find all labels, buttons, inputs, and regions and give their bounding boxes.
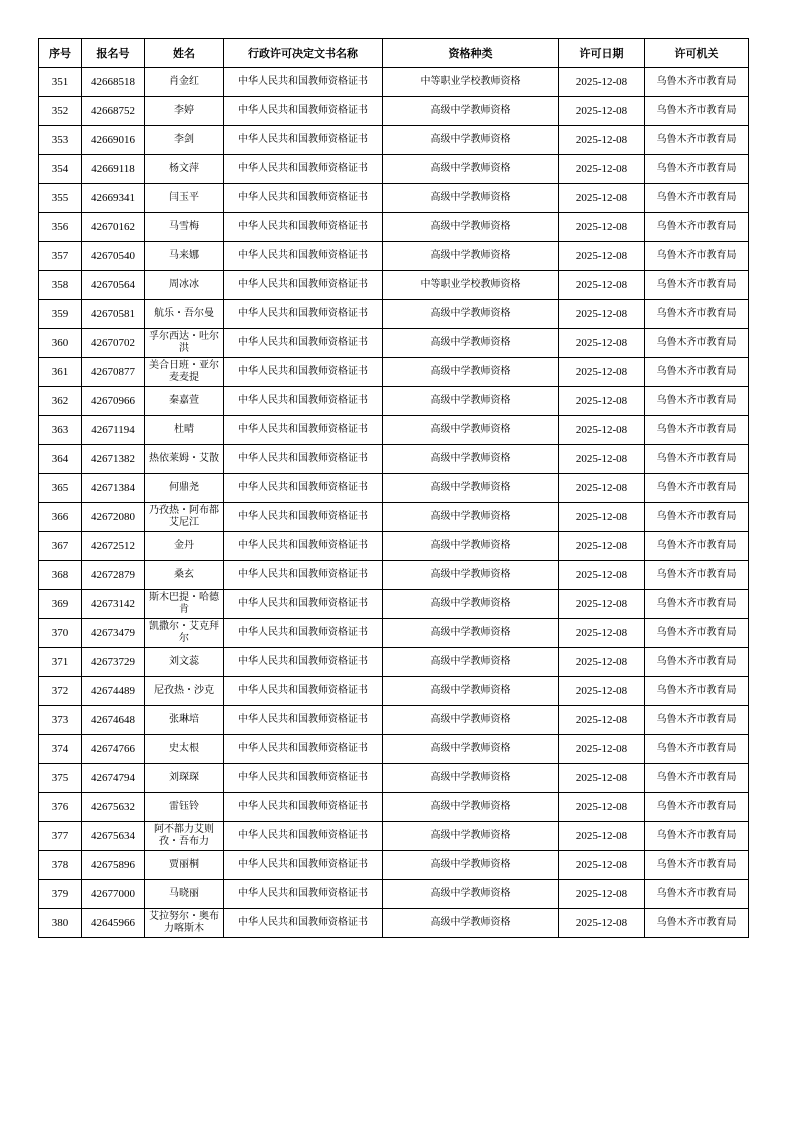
table-row [39,97,749,126]
cell-license-authority: 乌鲁木齐市教育局 [645,126,749,155]
cell-seq: 372 [39,677,82,706]
cell-document-name: 中华人民共和国教师资格证书 [224,213,383,242]
header-registration-number: 报名号 [82,39,145,68]
cell-document-name: 中华人民共和国教师资格证书 [224,155,383,184]
cell-seq: 356 [39,213,82,242]
table-row [39,793,749,822]
cell-registration-number: 42675896 [82,851,145,880]
cell-name: 航乐・吾尔曼 [145,300,224,329]
cell-registration-number: 42670877 [82,358,145,387]
cell-license-date: 2025-12-08 [559,764,645,793]
cell-document-name: 中华人民共和国教师资格证书 [224,445,383,474]
cell-name: 艾拉努尔・奥布力喀斯木 [145,909,224,938]
cell-qualification-type: 高级中学教师资格 [383,909,559,938]
cell-seq: 379 [39,880,82,909]
cell-license-authority: 乌鲁木齐市教育局 [645,503,749,532]
cell-seq: 357 [39,242,82,271]
cell-license-date: 2025-12-08 [559,677,645,706]
cell-license-date: 2025-12-08 [559,300,645,329]
cell-registration-number: 42669118 [82,155,145,184]
cell-registration-number: 42675632 [82,793,145,822]
table-row [39,474,749,503]
cell-license-authority: 乌鲁木齐市教育局 [645,300,749,329]
cell-qualification-type: 高级中学教师资格 [383,416,559,445]
cell-qualification-type: 高级中学教师资格 [383,213,559,242]
table-row [39,416,749,445]
cell-qualification-type: 高级中学教师资格 [383,474,559,503]
cell-registration-number: 42645966 [82,909,145,938]
table-row [39,619,749,648]
cell-name: 刘琛琛 [145,764,224,793]
cell-document-name: 中华人民共和国教师资格证书 [224,68,383,97]
cell-seq: 376 [39,793,82,822]
cell-license-authority: 乌鲁木齐市教育局 [645,155,749,184]
cell-seq: 370 [39,619,82,648]
cell-license-authority: 乌鲁木齐市教育局 [645,909,749,938]
cell-document-name: 中华人民共和国教师资格证书 [224,706,383,735]
cell-registration-number: 42674489 [82,677,145,706]
cell-seq: 377 [39,822,82,851]
table-row [39,677,749,706]
cell-registration-number: 42670540 [82,242,145,271]
cell-license-date: 2025-12-08 [559,445,645,474]
cell-registration-number: 42672879 [82,561,145,590]
cell-name: 肖金红 [145,68,224,97]
table-row [39,271,749,300]
cell-document-name: 中华人民共和国教师资格证书 [224,358,383,387]
cell-license-authority: 乌鲁木齐市教育局 [645,706,749,735]
cell-license-date: 2025-12-08 [559,735,645,764]
header-license-authority: 许可机关 [645,39,749,68]
cell-license-date: 2025-12-08 [559,155,645,184]
cell-qualification-type: 高级中学教师资格 [383,387,559,416]
cell-qualification-type: 高级中学教师资格 [383,126,559,155]
cell-qualification-type: 高级中学教师资格 [383,851,559,880]
cell-license-authority: 乌鲁木齐市教育局 [645,590,749,619]
cell-name: 马来娜 [145,242,224,271]
table-row [39,300,749,329]
cell-license-date: 2025-12-08 [559,851,645,880]
cell-license-date: 2025-12-08 [559,880,645,909]
cell-registration-number: 42672512 [82,532,145,561]
cell-seq: 364 [39,445,82,474]
cell-qualification-type: 高级中学教师资格 [383,793,559,822]
cell-document-name: 中华人民共和国教师资格证书 [224,387,383,416]
cell-license-date: 2025-12-08 [559,416,645,445]
cell-document-name: 中华人民共和国教师资格证书 [224,416,383,445]
cell-license-date: 2025-12-08 [559,909,645,938]
cell-license-date: 2025-12-08 [559,242,645,271]
cell-license-date: 2025-12-08 [559,648,645,677]
cell-qualification-type: 高级中学教师资格 [383,590,559,619]
cell-license-authority: 乌鲁木齐市教育局 [645,213,749,242]
cell-license-authority: 乌鲁木齐市教育局 [645,68,749,97]
cell-name: 何鼎尧 [145,474,224,503]
cell-license-authority: 乌鲁木齐市教育局 [645,648,749,677]
table-row [39,126,749,155]
cell-name: 金丹 [145,532,224,561]
cell-document-name: 中华人民共和国教师资格证书 [224,126,383,155]
cell-registration-number: 42670966 [82,387,145,416]
cell-document-name: 中华人民共和国教师资格证书 [224,793,383,822]
cell-license-authority: 乌鲁木齐市教育局 [645,474,749,503]
table-header [39,39,749,68]
cell-document-name: 中华人民共和国教师资格证书 [224,184,383,213]
cell-registration-number: 42671384 [82,474,145,503]
table-row [39,909,749,938]
cell-name: 雷钰铃 [145,793,224,822]
table-row [39,735,749,764]
cell-seq: 368 [39,561,82,590]
cell-name: 刘文蕊 [145,648,224,677]
cell-document-name: 中华人民共和国教师资格证书 [224,532,383,561]
cell-license-authority: 乌鲁木齐市教育局 [645,532,749,561]
cell-seq: 361 [39,358,82,387]
cell-qualification-type: 高级中学教师资格 [383,503,559,532]
cell-qualification-type: 高级中学教师资格 [383,329,559,358]
cell-document-name: 中华人民共和国教师资格证书 [224,590,383,619]
cell-license-authority: 乌鲁木齐市教育局 [645,242,749,271]
cell-document-name: 中华人民共和国教师资格证书 [224,880,383,909]
cell-registration-number: 42673479 [82,619,145,648]
cell-seq: 352 [39,97,82,126]
cell-document-name: 中华人民共和国教师资格证书 [224,851,383,880]
cell-seq: 367 [39,532,82,561]
cell-name: 李婷 [145,97,224,126]
cell-document-name: 中华人民共和国教师资格证书 [224,503,383,532]
cell-license-authority: 乌鲁木齐市教育局 [645,387,749,416]
cell-license-date: 2025-12-08 [559,822,645,851]
table-row [39,590,749,619]
cell-name: 热依莱姆・艾散 [145,445,224,474]
cell-seq: 374 [39,735,82,764]
cell-license-date: 2025-12-08 [559,706,645,735]
cell-name: 乃孜热・阿布都艾尼江 [145,503,224,532]
cell-qualification-type: 高级中学教师资格 [383,155,559,184]
cell-registration-number: 42677000 [82,880,145,909]
table-row [39,358,749,387]
cell-seq: 360 [39,329,82,358]
cell-license-date: 2025-12-08 [559,68,645,97]
cell-seq: 373 [39,706,82,735]
cell-license-authority: 乌鲁木齐市教育局 [645,822,749,851]
cell-license-authority: 乌鲁木齐市教育局 [645,880,749,909]
cell-seq: 355 [39,184,82,213]
cell-registration-number: 42674648 [82,706,145,735]
cell-registration-number: 42668752 [82,97,145,126]
cell-seq: 375 [39,764,82,793]
cell-qualification-type: 中等职业学校教师资格 [383,271,559,300]
cell-document-name: 中华人民共和国教师资格证书 [224,97,383,126]
cell-document-name: 中华人民共和国教师资格证书 [224,561,383,590]
cell-license-date: 2025-12-08 [559,619,645,648]
cell-qualification-type: 高级中学教师资格 [383,735,559,764]
cell-document-name: 中华人民共和国教师资格证书 [224,648,383,677]
table-row [39,68,749,97]
table-row [39,532,749,561]
cell-qualification-type: 高级中学教师资格 [383,706,559,735]
cell-qualification-type: 高级中学教师资格 [383,532,559,561]
cell-name: 闫玉平 [145,184,224,213]
cell-document-name: 中华人民共和国教师资格证书 [224,242,383,271]
cell-document-name: 中华人民共和国教师资格证书 [224,822,383,851]
cell-license-authority: 乌鲁木齐市教育局 [645,851,749,880]
cell-registration-number: 42673142 [82,590,145,619]
cell-name: 马晓丽 [145,880,224,909]
cell-license-authority: 乌鲁木齐市教育局 [645,677,749,706]
cell-registration-number: 42674766 [82,735,145,764]
cell-name: 凯撒尔・艾克拜尔 [145,619,224,648]
cell-registration-number: 42669341 [82,184,145,213]
table-row [39,648,749,677]
cell-document-name: 中华人民共和国教师资格证书 [224,329,383,358]
header-name: 姓名 [145,39,224,68]
cell-document-name: 中华人民共和国教师资格证书 [224,677,383,706]
cell-license-date: 2025-12-08 [559,184,645,213]
table-row [39,851,749,880]
cell-qualification-type: 高级中学教师资格 [383,358,559,387]
cell-name: 李剑 [145,126,224,155]
cell-seq: 378 [39,851,82,880]
cell-license-authority: 乌鲁木齐市教育局 [645,329,749,358]
cell-license-date: 2025-12-08 [559,329,645,358]
cell-seq: 366 [39,503,82,532]
cell-seq: 362 [39,387,82,416]
cell-license-date: 2025-12-08 [559,126,645,155]
cell-name: 秦嘉萱 [145,387,224,416]
cell-seq: 351 [39,68,82,97]
cell-license-authority: 乌鲁木齐市教育局 [645,764,749,793]
teacher-certificate-table [38,38,749,938]
cell-seq: 354 [39,155,82,184]
table-row [39,387,749,416]
cell-registration-number: 42670162 [82,213,145,242]
table-row [39,242,749,271]
cell-license-date: 2025-12-08 [559,271,645,300]
cell-license-date: 2025-12-08 [559,387,645,416]
cell-name: 孚尔西达・吐尔洪 [145,329,224,358]
cell-document-name: 中华人民共和国教师资格证书 [224,271,383,300]
cell-license-authority: 乌鲁木齐市教育局 [645,358,749,387]
cell-qualification-type: 高级中学教师资格 [383,97,559,126]
cell-qualification-type: 中等职业学校教师资格 [383,68,559,97]
cell-qualification-type: 高级中学教师资格 [383,242,559,271]
cell-seq: 358 [39,271,82,300]
cell-seq: 363 [39,416,82,445]
cell-registration-number: 42668518 [82,68,145,97]
cell-license-date: 2025-12-08 [559,793,645,822]
table-row [39,706,749,735]
header-license-date: 许可日期 [559,39,645,68]
cell-qualification-type: 高级中学教师资格 [383,880,559,909]
cell-name: 美合日班・亚尔麦麦提 [145,358,224,387]
cell-registration-number: 42672080 [82,503,145,532]
cell-name: 贾丽桐 [145,851,224,880]
table-row [39,880,749,909]
cell-registration-number: 42670702 [82,329,145,358]
cell-license-date: 2025-12-08 [559,358,645,387]
header-seq: 序号 [39,39,82,68]
cell-qualification-type: 高级中学教师资格 [383,300,559,329]
cell-name: 杜晴 [145,416,224,445]
table-body [39,68,749,938]
cell-registration-number: 42671194 [82,416,145,445]
cell-registration-number: 42670581 [82,300,145,329]
cell-seq: 353 [39,126,82,155]
cell-qualification-type: 高级中学教师资格 [383,822,559,851]
cell-name: 史太根 [145,735,224,764]
cell-registration-number: 42670564 [82,271,145,300]
cell-license-date: 2025-12-08 [559,590,645,619]
cell-license-authority: 乌鲁木齐市教育局 [645,97,749,126]
cell-name: 尼孜热・沙克 [145,677,224,706]
table-row [39,213,749,242]
cell-seq: 369 [39,590,82,619]
table-row [39,445,749,474]
cell-document-name: 中华人民共和国教师资格证书 [224,300,383,329]
cell-license-authority: 乌鲁木齐市教育局 [645,271,749,300]
cell-seq: 380 [39,909,82,938]
table-row [39,561,749,590]
cell-name: 马雪梅 [145,213,224,242]
cell-document-name: 中华人民共和国教师资格证书 [224,619,383,648]
cell-name: 周冰冰 [145,271,224,300]
cell-registration-number: 42673729 [82,648,145,677]
cell-license-authority: 乌鲁木齐市教育局 [645,561,749,590]
cell-document-name: 中华人民共和国教师资格证书 [224,474,383,503]
cell-license-authority: 乌鲁木齐市教育局 [645,735,749,764]
table-row [39,329,749,358]
table-row [39,764,749,793]
cell-license-date: 2025-12-08 [559,97,645,126]
cell-name: 张琳培 [145,706,224,735]
cell-seq: 371 [39,648,82,677]
cell-registration-number: 42674794 [82,764,145,793]
cell-qualification-type: 高级中学教师资格 [383,561,559,590]
cell-name: 斯木巴提・哈德肯 [145,590,224,619]
cell-license-date: 2025-12-08 [559,474,645,503]
cell-document-name: 中华人民共和国教师资格证书 [224,735,383,764]
cell-name: 阿不都力艾则孜・吾布力 [145,822,224,851]
cell-name: 桑玄 [145,561,224,590]
cell-license-date: 2025-12-08 [559,213,645,242]
cell-license-date: 2025-12-08 [559,532,645,561]
header-document-name: 行政许可决定文书名称 [224,39,383,68]
cell-license-authority: 乌鲁木齐市教育局 [645,445,749,474]
table-row [39,822,749,851]
cell-qualification-type: 高级中学教师资格 [383,677,559,706]
cell-registration-number: 42669016 [82,126,145,155]
cell-seq: 365 [39,474,82,503]
cell-registration-number: 42671382 [82,445,145,474]
cell-registration-number: 42675634 [82,822,145,851]
cell-qualification-type: 高级中学教师资格 [383,619,559,648]
cell-seq: 359 [39,300,82,329]
cell-document-name: 中华人民共和国教师资格证书 [224,909,383,938]
table-row [39,184,749,213]
header-row [39,39,749,68]
cell-license-date: 2025-12-08 [559,561,645,590]
cell-qualification-type: 高级中学教师资格 [383,445,559,474]
cell-qualification-type: 高级中学教师资格 [383,184,559,213]
cell-license-authority: 乌鲁木齐市教育局 [645,619,749,648]
cell-license-date: 2025-12-08 [559,503,645,532]
cell-qualification-type: 高级中学教师资格 [383,764,559,793]
cell-license-authority: 乌鲁木齐市教育局 [645,416,749,445]
cell-name: 杨文萍 [145,155,224,184]
table-row [39,503,749,532]
cell-license-authority: 乌鲁木齐市教育局 [645,184,749,213]
cell-document-name: 中华人民共和国教师资格证书 [224,764,383,793]
cell-qualification-type: 高级中学教师资格 [383,648,559,677]
table-row [39,155,749,184]
cell-license-authority: 乌鲁木齐市教育局 [645,793,749,822]
header-qualification-type: 资格种类 [383,39,559,68]
